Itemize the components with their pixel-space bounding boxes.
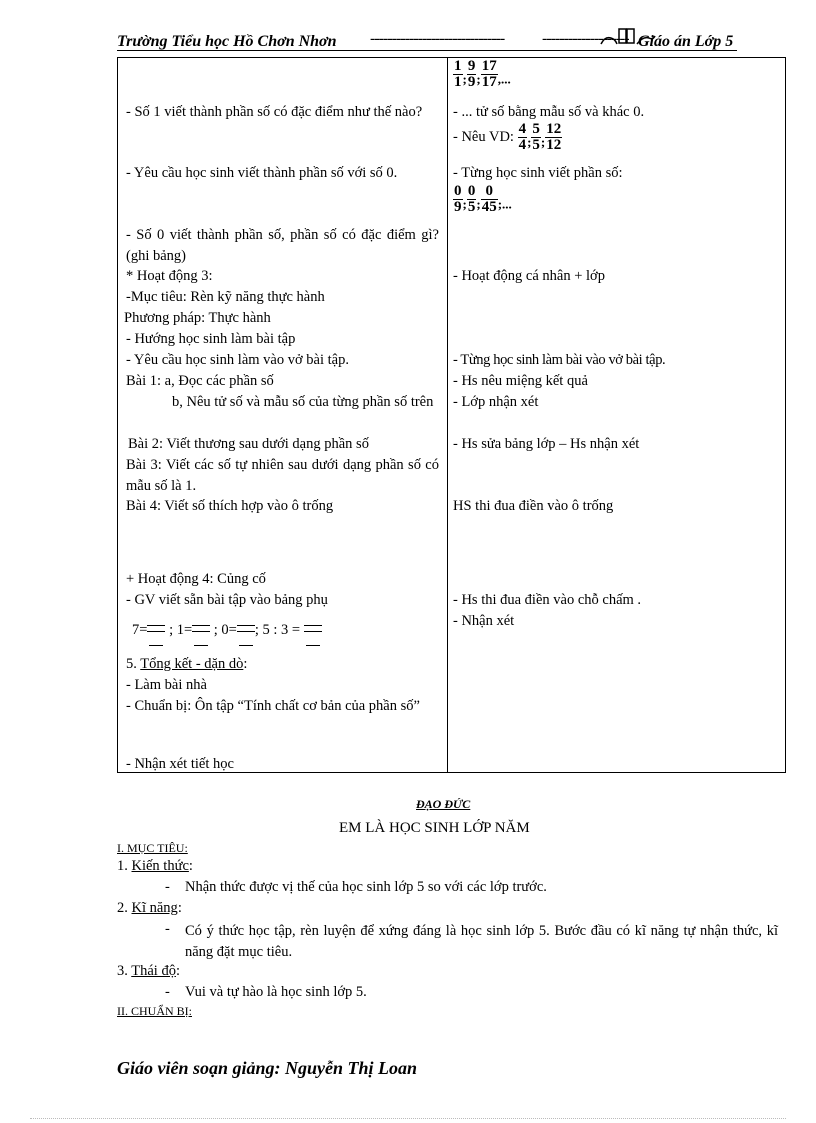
board-exercise-line: - GV viết sẵn bài tập vào bảng phụ xyxy=(126,592,328,608)
exercise-one: ; 1= xyxy=(169,622,193,638)
attitude-heading xyxy=(117,963,180,980)
grade-label: Giáo án Lớp 5 xyxy=(638,33,734,50)
exercise-3: Bài 3: Viết các số tự nhiên sau dưới dạng phần số có mẫu số là 1. xyxy=(126,457,439,494)
fraction: $\frac{17}{17}$ xyxy=(481,58,497,90)
fix-line: - Hs sửa bảng lớp – Hs nhận xét xyxy=(453,436,640,452)
exercise-1a: Bài 1: a, Đọc các phần số xyxy=(126,373,274,389)
fraction: $\frac{0}{9}$ xyxy=(454,183,462,215)
skills-heading xyxy=(117,900,182,917)
knowledge-text: Nhận thức được vị thế của học sinh lớp 5 so với các lớp trước. xyxy=(185,879,547,895)
method-line: Phương pháp: Thực hành xyxy=(124,310,271,326)
fraction: $\frac{0}{5}$ xyxy=(467,183,476,215)
blank-fraction xyxy=(192,625,210,637)
homework-line: - Làm bài nhà xyxy=(126,677,207,693)
class-review-line: - Lớp nhận xét xyxy=(453,394,539,410)
knowledge-dash: - xyxy=(165,879,170,895)
lesson-title: EM LÀ HỌC SINH LỚP NĂM xyxy=(339,820,530,836)
comment-line: - Nhận xét xyxy=(453,613,515,629)
school-name: Trường Tiểu học Hồ Chơn Nhơn xyxy=(117,33,337,50)
subject-heading: ĐẠO ĐỨC xyxy=(416,797,471,811)
oral-line: - Hs nêu miệng kết quả xyxy=(453,373,588,389)
question-two: - Yêu cầu học sinh viết thành phần số với số 0. xyxy=(126,165,398,181)
page-header xyxy=(117,30,737,56)
fraction-row-three: $\frac{0}{9}$ ; $\frac{0}{5}$ ; $\frac{0}{45}$ ;... xyxy=(454,183,512,215)
exercise-1b: b, Nêu tử số và mẫu số của từng phần số trên xyxy=(172,394,434,410)
header-dashes-left: ------------------------------- xyxy=(370,30,505,47)
fraction-row-one: $\frac{1}{1}$ ; $\frac{9}{9}$ ; $\frac{17}{17}$ ,... xyxy=(454,58,511,90)
attitude-text: Vui và tự hào là học sinh lớp 5. xyxy=(185,984,367,1000)
page-bottom-rule xyxy=(30,1118,786,1119)
review-line: - Nhận xét tiết học xyxy=(126,756,234,772)
skills-label: Kĩ năng xyxy=(131,900,178,916)
fraction: $\frac{9}{9}$ xyxy=(467,58,476,90)
goal-line: -Mục tiêu: Rèn kỹ năng thực hành xyxy=(126,289,325,305)
preparation-heading: II. CHUẨN BỊ: xyxy=(117,1004,192,1018)
skills-text: Có ý thức học tập, rèn luyện để xứng đáng là học sinh lớp 5. Bước đầu có kĩ năng tự nhận thức, kĩ năng đặt mục tiêu. xyxy=(185,923,778,960)
blank-fraction xyxy=(304,625,322,637)
attitude-number: 3. xyxy=(117,963,128,979)
knowledge-heading xyxy=(117,858,193,875)
race-line: HS thi đua điền vào ô trống xyxy=(453,498,614,514)
exercise-five-three: ; 5 : 3 = xyxy=(254,622,301,638)
knowledge-number: 1. xyxy=(117,858,128,874)
knowledge-label: Kiến thức xyxy=(131,858,189,874)
individual-line: - Từng học sinh làm bài vào vở bài tập. xyxy=(453,352,666,368)
column-divider xyxy=(447,58,448,772)
summary-heading xyxy=(126,654,247,675)
exercise-zero: ; 0= xyxy=(213,622,237,638)
example-label: - Nêu VD: xyxy=(453,128,514,145)
guide-line: - Hướng học sinh làm bài tập xyxy=(126,331,296,347)
exercise-2: Bài 2: Viết thương sau dưới dạng phần số xyxy=(128,436,369,452)
exercise-seven: 7= xyxy=(132,622,148,638)
fraction: $\frac{4}{4}$ xyxy=(518,121,527,153)
fraction: $\frac{1}{1}$ xyxy=(454,58,462,90)
attitude-dash: - xyxy=(165,984,170,1000)
skills-number: 2. xyxy=(117,900,128,916)
summary-colon: : xyxy=(243,656,248,672)
colon: : xyxy=(175,963,180,979)
question-three: - Số 0 viết thành phần số, phần số có đặc điểm gì? (ghi bảng) xyxy=(126,227,439,264)
fraction: $\frac{0}{45}$ xyxy=(481,183,497,215)
activity-three: * Hoạt động 3: xyxy=(126,268,213,284)
colon: : xyxy=(188,858,193,874)
exercise-4: Bài 4: Viết số thích hợp vào ô trống xyxy=(126,498,334,514)
blank-fraction xyxy=(237,625,255,637)
prepare-line: - Chuẩn bị: Ôn tập “Tính chất cơ bản của phần số” xyxy=(126,698,420,714)
lesson-table xyxy=(117,57,786,773)
colon: : xyxy=(177,900,182,916)
question-one: - Số 1 viết thành phần số có đặc điểm như thế nào? xyxy=(126,104,423,120)
summary-number: 5. xyxy=(126,656,137,672)
header-dashes-right: -------------------- xyxy=(542,30,629,47)
answer-one: - ... tử số bằng mẫu số và khác 0. xyxy=(453,104,645,120)
activity-four: + Hoạt động 4: Củng cố xyxy=(126,571,266,587)
teacher-signature: Giáo viên soạn giảng: Nguyễn Thị Loan xyxy=(117,1058,418,1078)
example-row: - Nêu VD: $\frac{4}{4}$ ; $\frac{5}{5}$ ; $\frac{12}{12}$ xyxy=(453,121,562,153)
blank-fraction xyxy=(147,625,165,637)
fraction: $\frac{12}{12}$ xyxy=(546,121,562,153)
activity-line: - Hoạt động cá nhân + lớp xyxy=(453,268,605,284)
skills-dash: - xyxy=(165,921,170,937)
header-rule xyxy=(117,50,737,51)
attitude-label: Thái độ xyxy=(131,963,176,979)
objectives-heading: I. MỤC TIÊU: xyxy=(117,841,188,855)
board-exercise xyxy=(132,620,322,641)
fraction: $\frac{5}{5}$ xyxy=(532,121,540,153)
race-two-line: - Hs thi đua điền vào chỗ chấm . xyxy=(453,592,642,608)
summary-title: Tổng kết - dặn dò xyxy=(140,656,244,672)
ask-line: - Yêu cầu học sinh làm vào vở bài tập. xyxy=(126,352,349,368)
answer-two: - Từng học sinh viết phần số: xyxy=(453,165,623,181)
